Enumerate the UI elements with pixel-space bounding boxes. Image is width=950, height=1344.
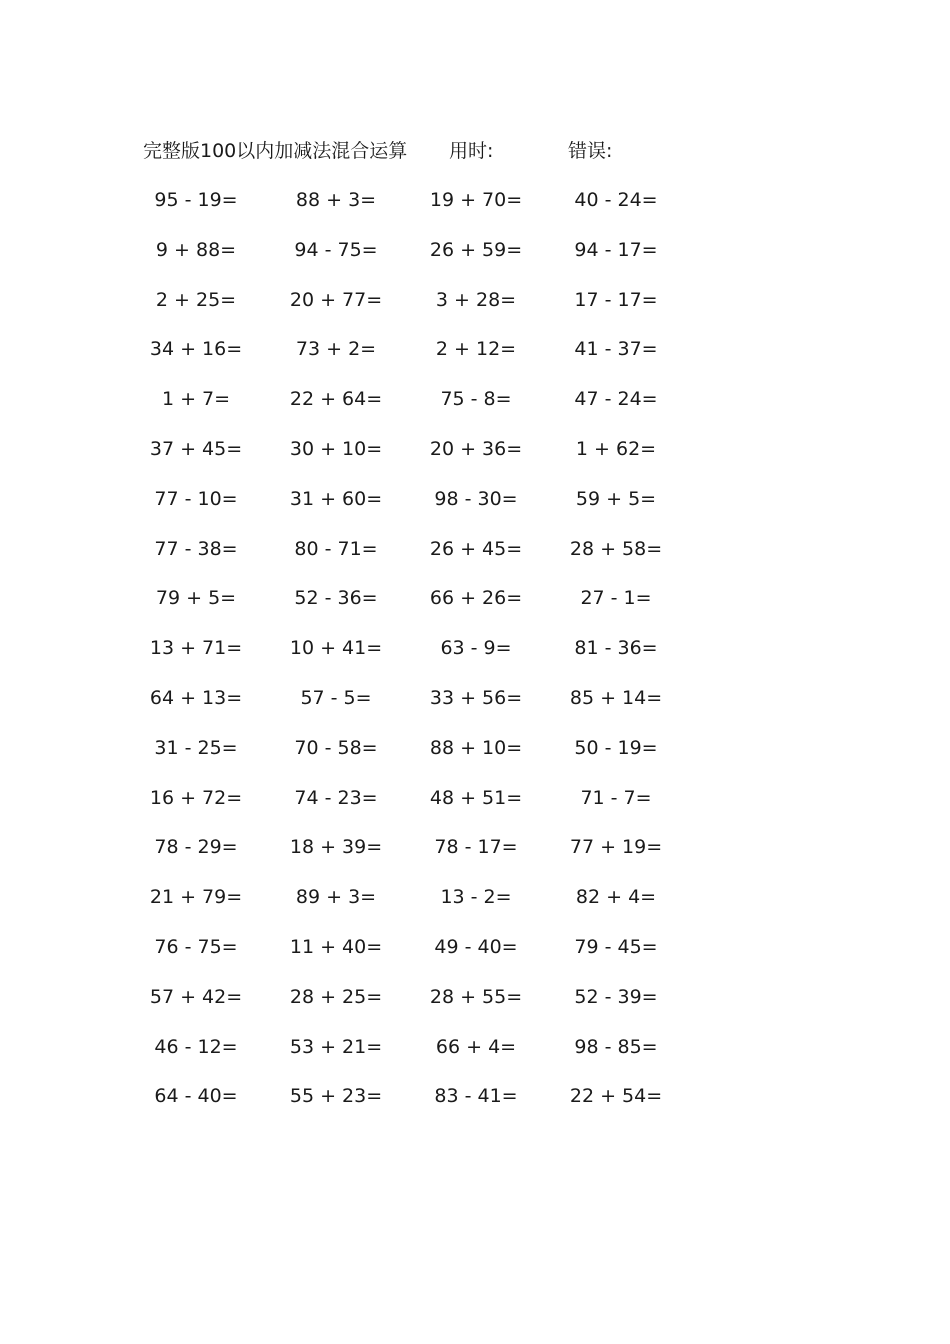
problem-item: 77 - 38= [154,537,238,560]
problem-item: 59 + 5= [575,487,657,510]
problem-item: 77 + 19= [569,836,663,859]
problem-item: 63 - 9= [440,637,512,660]
problem-item: 75 - 8= [440,388,512,411]
problem-item: 41 - 37= [574,338,658,361]
problem-item: 50 - 19= [574,736,658,759]
problem-item: 21 + 79= [149,886,243,909]
problem-item: 22 + 54= [569,1085,663,1108]
problem-item: 74 - 23= [294,786,378,809]
problem-row [0,433,950,483]
problem-item: 34 + 16= [149,338,243,361]
problem-item: 95 - 19= [154,189,238,211]
problem-item: 79 - 45= [574,935,658,958]
problem-item: 28 + 55= [429,985,523,1008]
problem-item: 48 + 51= [429,786,523,809]
problem-item: 3 + 28= [435,288,517,311]
problem-item: 78 - 29= [154,836,238,859]
problem-item: 31 - 25= [154,736,238,759]
problem-item: 88 + 3= [295,189,377,211]
problem-row [0,333,950,383]
problem-row [0,831,950,881]
problem-item: 71 - 7= [580,786,652,809]
problem-item: 85 + 14= [569,686,663,709]
problem-item: 30 + 10= [289,437,383,460]
problem-row [0,782,950,832]
problem-item: 66 + 4= [435,1035,517,1058]
problem-item: 10 + 41= [289,637,383,660]
problem-item: 52 - 36= [294,587,378,610]
problem-row [0,284,950,334]
problem-item: 18 + 39= [289,836,383,859]
problem-row [0,682,950,732]
problem-item: 47 - 24= [574,388,658,411]
problem-item: 55 + 23= [289,1085,383,1108]
worksheet-title: 完整版100以内加减法混合运算 [143,140,408,162]
problem-item: 53 + 21= [289,1035,383,1058]
problem-item: 79 + 5= [155,587,237,610]
problem-item: 80 - 71= [294,537,378,560]
problem-item: 20 + 36= [429,437,523,460]
problem-item: 26 + 59= [429,238,523,261]
problem-item: 98 - 30= [434,487,518,510]
problem-item: 11 + 40= [289,935,383,958]
problem-item: 28 + 58= [569,537,663,560]
time-label: 用时: [449,140,494,162]
problem-item: 88 + 10= [429,736,523,759]
problem-item: 1 + 62= [575,437,657,460]
problem-item: 1 + 7= [161,388,231,411]
problem-row [0,383,950,433]
problem-item: 81 - 36= [574,637,658,660]
problem-row [0,931,950,981]
problem-item: 17 - 17= [574,288,658,311]
problem-row [0,881,950,931]
problem-row [0,483,950,533]
problem-item: 2 + 25= [155,288,237,311]
problem-item: 57 + 42= [149,985,243,1008]
problem-row [0,981,950,1031]
problem-item: 76 - 75= [154,935,238,958]
problem-grid [0,184,950,1130]
problem-item: 70 - 58= [294,736,378,759]
problem-item: 37 + 45= [149,437,243,460]
problem-row [0,234,950,284]
problem-item: 94 - 75= [294,238,378,261]
problem-item: 82 + 4= [575,886,657,909]
problem-item: 66 + 26= [429,587,523,610]
problem-item: 2 + 12= [435,338,517,361]
problem-item: 98 - 85= [574,1035,658,1058]
problem-item: 94 - 17= [574,238,658,261]
problem-item: 13 - 2= [440,886,512,909]
problem-row [0,533,950,583]
problem-item: 89 + 3= [295,886,377,909]
problem-item: 64 - 40= [154,1085,238,1108]
problem-row [0,632,950,682]
problem-item: 83 - 41= [434,1085,518,1108]
worksheet-header [0,136,950,166]
problem-item: 28 + 25= [289,985,383,1008]
problem-row [0,582,950,632]
problem-item: 49 - 40= [434,935,518,958]
problem-item: 73 + 2= [295,338,377,361]
problem-row [0,1031,950,1081]
problem-item: 9 + 88= [155,238,237,261]
problem-item: 57 - 5= [300,686,372,709]
problem-item: 46 - 12= [154,1035,238,1058]
problem-row [0,1080,950,1130]
errors-label: 错误: [568,140,613,162]
problem-item: 64 + 13= [149,686,243,709]
problem-item: 33 + 56= [429,686,523,709]
problem-row [0,732,950,782]
problem-item: 27 - 1= [580,587,652,610]
problem-item: 77 - 10= [154,487,238,510]
problem-item: 22 + 64= [289,388,383,411]
problem-item: 16 + 72= [149,786,243,809]
problem-item: 40 - 24= [574,189,658,211]
problem-item: 19 + 70= [429,189,523,211]
problem-item: 78 - 17= [434,836,518,859]
problem-item: 26 + 45= [429,537,523,560]
problem-item: 13 + 71= [149,637,243,660]
problem-item: 31 + 60= [289,487,383,510]
problem-item: 20 + 77= [289,288,383,311]
problem-row [0,184,950,234]
problem-item: 52 - 39= [574,985,658,1008]
